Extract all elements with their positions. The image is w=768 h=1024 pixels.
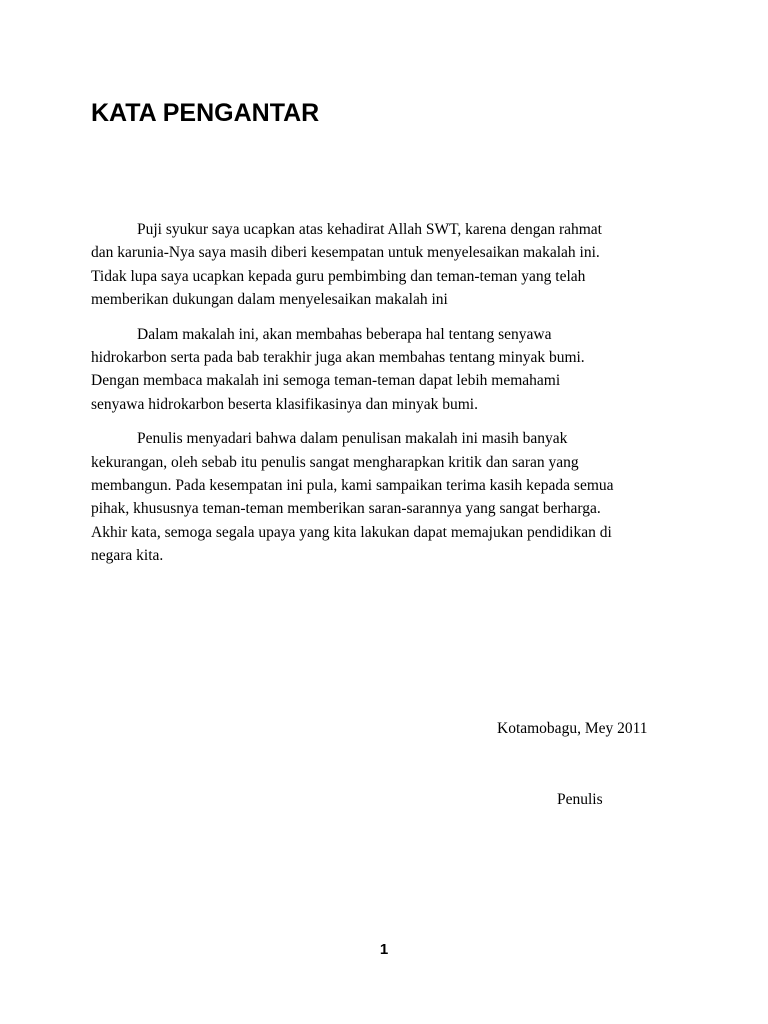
paragraph-2: Dalam makalah ini, akan membahas beberapa hal tentang senyawa hidrokarbon serta pada bab terakhir juga akan membahas tentang minyak bumi. Dengan membaca makalah ini semoga teman-teman dapat lebih memahami senyawa hidrokarbon beserta klasifikasinya dan minyak bumi. [91,325,585,413]
page-title: KATA PENGANTAR [91,99,320,127]
place-date: Kotamobagu, Mey 2011 [497,720,648,737]
paragraph-1: Puji syukur saya ucapkan atas kehadirat Allah SWT, karena dengan rahmat dan karunia-Nya saya masih diberi kesempatan untuk menyelesaikan makalah ini. Tidak lupa saya ucapkan kepada guru pembimbing dan teman-teman yang telah memberikan dukungan dalam menyelesaikan makalah ini [91,221,602,309]
signature-label: Penulis [557,791,603,808]
document-body [91,218,681,579]
paragraph-3: Penulis menyadari bahwa dalam penulisan makalah ini masih banyak kekurangan, oleh sebab itu penulis sangat mengharapkan kritik dan saran yang membangun. Pada kesempatan ini pula, kami sampaikan terima kasih kepada semua pihak, khususnya teman-teman memberikan saran-sarannya yang sangat berharga. Akhir kata, semoga segala upaya yang kita lakukan dapat memajukan pendidikan di negara kita. [91,430,614,565]
page-number: 1 [379,941,389,958]
